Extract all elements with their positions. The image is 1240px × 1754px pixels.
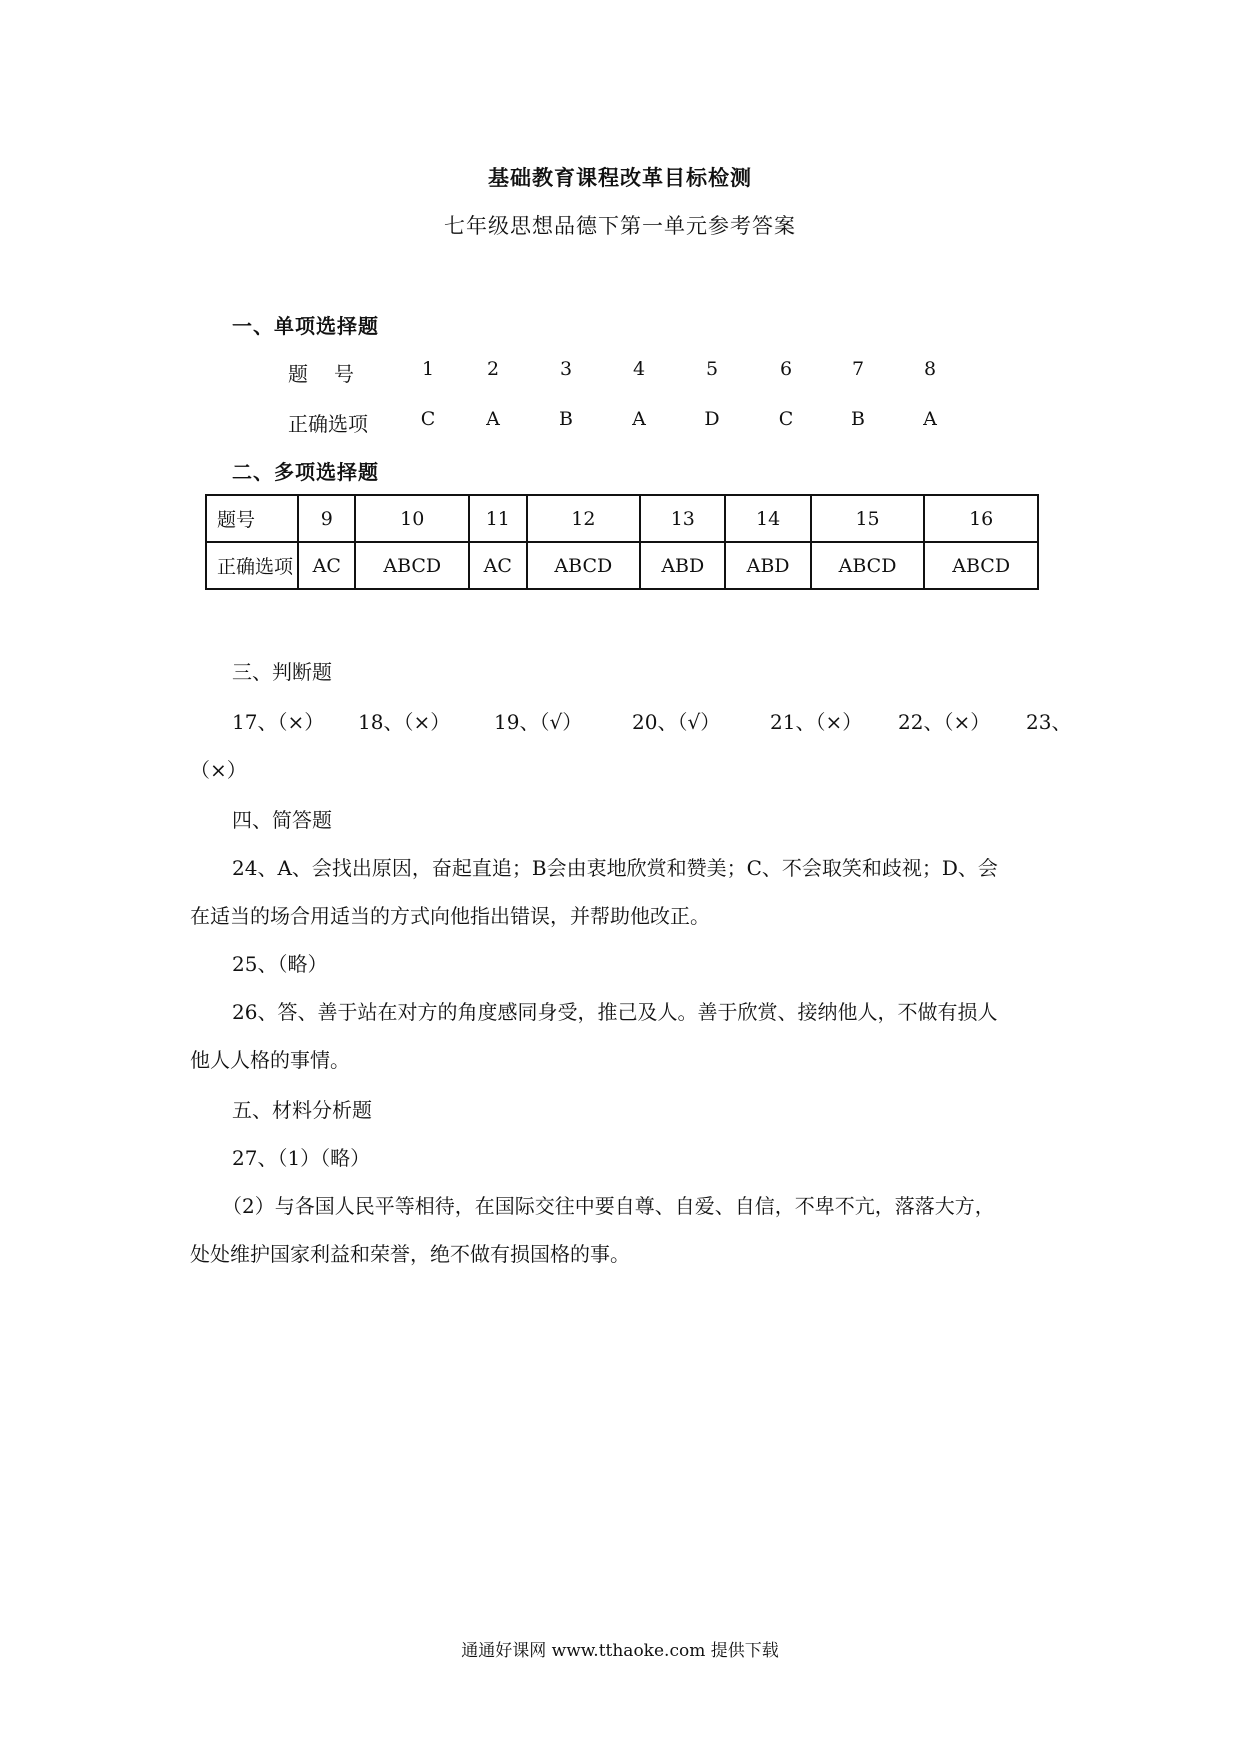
section2-heading: 二、多项选择题 (232, 460, 379, 484)
page-footer: 通通好课网 www.tthaoke.com 提供下载 (461, 1641, 779, 1661)
table-cell: ABD (725, 542, 810, 589)
multi-choice-answer-table (205, 494, 1039, 590)
section1-number: 7 (851, 358, 865, 380)
table-cell: 15 (811, 495, 925, 542)
table-row (206, 542, 1038, 589)
table-cell: 10 (355, 495, 469, 542)
table-header-cell: 正确选项 (206, 542, 298, 589)
section1-answer: A (923, 408, 937, 430)
table-cell: ABD (640, 542, 725, 589)
answer-26-line2: 他人人格的事情。 (190, 1048, 350, 1072)
section1-number: 1 (421, 358, 435, 380)
table-cell: 14 (725, 495, 810, 542)
answer-24-line1: 24、A、会找出原因，奋起直追；B会由衷地欣赏和赞美；C、不会取笑和歧视；D、会 (232, 856, 998, 880)
section1-answer: B (559, 408, 573, 430)
section1-answer: D (704, 408, 720, 430)
table-cell: ABCD (924, 542, 1038, 589)
document-title: 基础教育课程改革目标检测 (488, 166, 752, 190)
section1-number: 4 (632, 358, 646, 380)
section1-answer: C (778, 408, 794, 430)
answer-27-part2-line2: 处处维护国家利益和荣誉，绝不做有损国格的事。 (190, 1242, 630, 1266)
true-false-answer-wrap: （×） (190, 758, 247, 782)
section3-heading: 三、判断题 (232, 660, 332, 684)
true-false-answer: 20、（√） (632, 710, 721, 734)
table-cell: 9 (298, 495, 355, 542)
answer-24-line2: 在适当的场合用适当的方式向他指出错误，并帮助他改正。 (190, 904, 710, 928)
true-false-answer: 19、（√） (494, 710, 583, 734)
answer-25: 25、（略） (232, 952, 328, 976)
table-row (206, 495, 1038, 542)
table-cell: ABCD (355, 542, 469, 589)
table-header-cell: 题号 (206, 495, 298, 542)
true-false-answer: 17、（×） (232, 710, 325, 734)
table-cell: 11 (469, 495, 526, 542)
table-cell: 16 (924, 495, 1038, 542)
table-cell: AC (469, 542, 526, 589)
document-subtitle: 七年级思想品德下第一单元参考答案 (444, 214, 796, 238)
section1-heading: 一、单项选择题 (232, 314, 379, 338)
section1-answer: A (486, 408, 500, 430)
table-cell: 12 (527, 495, 641, 542)
section1-answer: C (420, 408, 436, 430)
answer-26-line1: 26、答、善于站在对方的角度感同身受，推己及人。善于欣赏、接纳他人，不做有损人 (232, 1000, 998, 1024)
answer-27-part1: 27、（1）（略） (232, 1146, 371, 1170)
section1-number: 2 (486, 358, 500, 380)
table-cell: ABCD (527, 542, 641, 589)
section1-number: 5 (705, 358, 719, 380)
true-false-answer: 22、（×） (898, 710, 991, 734)
table-cell: ABCD (811, 542, 925, 589)
section1-answer: A (632, 408, 646, 430)
true-false-answer: 21、（×） (770, 710, 863, 734)
section1-answer-label: 正确选项 (288, 412, 368, 436)
section5-heading: 五、材料分析题 (232, 1098, 372, 1122)
section1-number: 3 (559, 358, 573, 380)
table-cell: 13 (640, 495, 725, 542)
true-false-answer: 18、（×） (358, 710, 451, 734)
answer-27-part2-line1: （2）与各国人民平等相待，在国际交往中要自尊、自爱、自信，不卑不亢，落落大方， (222, 1194, 995, 1218)
section1-number-label: 题号 (288, 362, 380, 386)
table-cell: AC (298, 542, 355, 589)
section1-answer: B (851, 408, 865, 430)
section4-heading: 四、简答题 (232, 808, 332, 832)
true-false-answer: 23、 (1026, 710, 1072, 734)
section1-number: 6 (779, 358, 793, 380)
section1-number: 8 (923, 358, 937, 380)
